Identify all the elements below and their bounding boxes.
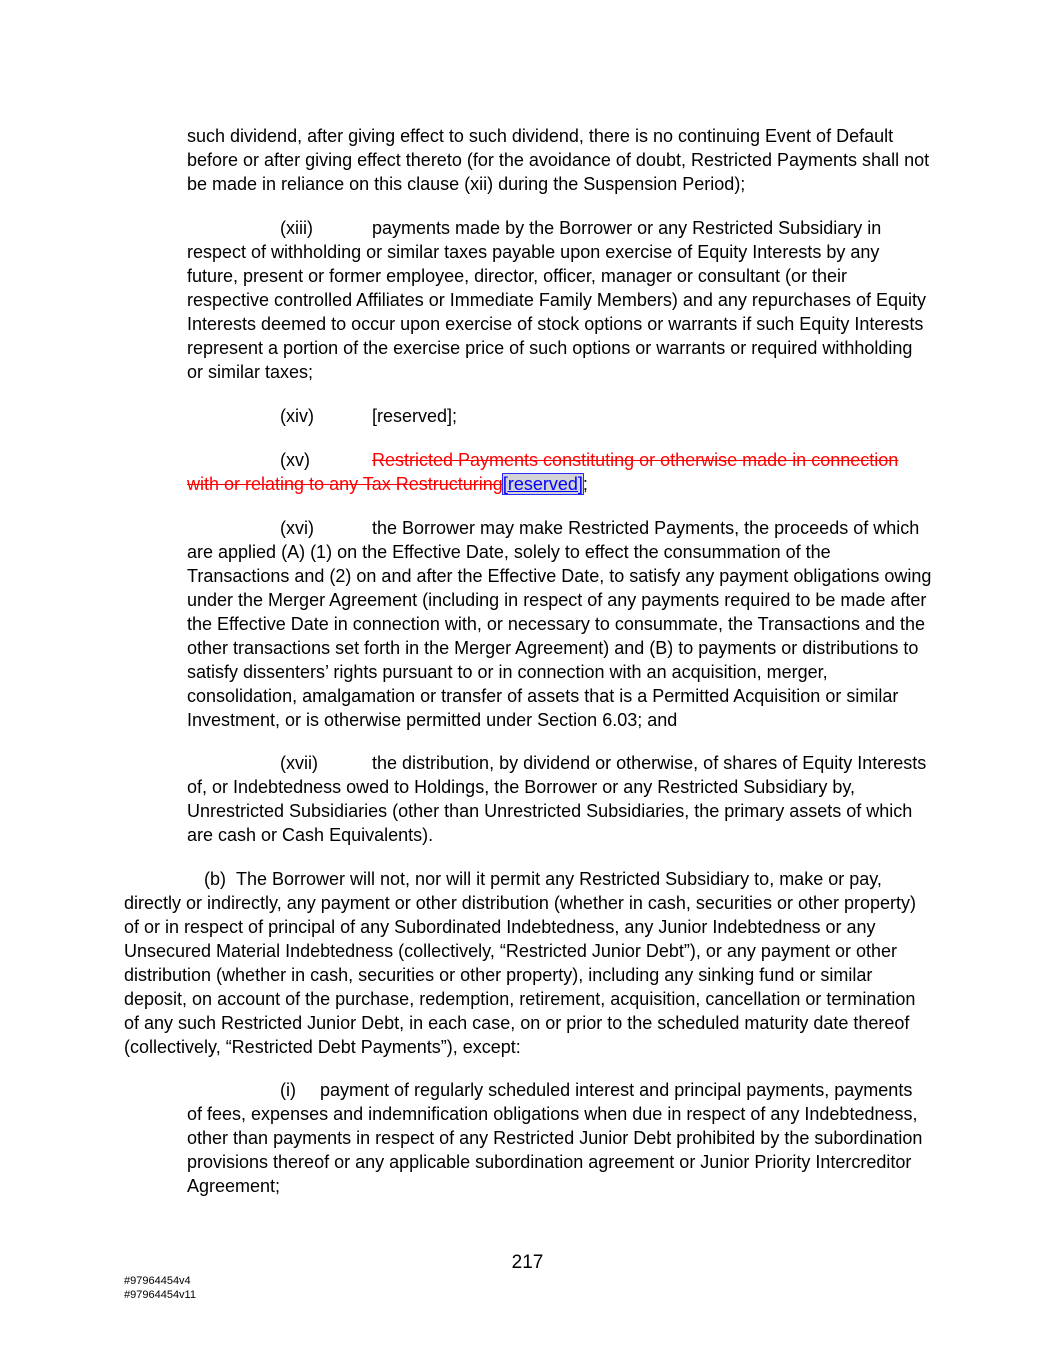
clause-i [187,1078,932,1198]
paragraph-continuation: such dividend, after giving effect to such dividend, there is no continuing Event of Default before or after giving effect thereto (for the avoidance of doubt, Restricted Payments shall not be made in reliance on this clause (xii) during the Suspension Period); [187,126,930,194]
footer-doc-id: #97964454v4 [124,1275,191,1287]
clause-text: the distribution, by dividend or otherwise, of shares of Equity Interests of, or Indebtedness owed to Holdings, the Borrower or any Restricted Subsidiary by, Unrestricted Subsidiaries (other than Unrestricted Subsidiaries, the primary assets of which are cash or Cash Equivalents). [187,753,927,845]
clause-xiii [187,216,932,384]
clause-text: payment of regularly scheduled interest and principal payments, payments of fees, expenses and indemnification obligations when due in respect of any Indebtedness, other than payments in respect of any Restricted Junior Debt prohibited by the subordination provisions thereof or any applicable subordination agreement or Junior Priority Intercreditor Agreement; [187,1080,923,1196]
clause-number: (b) [204,869,226,889]
page-number: 217 [511,1252,544,1273]
clause-number: (i) [280,1080,296,1100]
clause-text: the Borrower may make Restricted Payments, the proceeds of which are applied (A) (1) on the Effective Date, solely to effect the consummation of the Transactions and (2) on and after the Effective Date, to satisfy any payment obligations owing under the Merger Agreement (including in respect of any payments required to be made after the Effective Date in connection with, or necessary to consummate, the Transactions and the other transactions set forth in the Merger Agreement) and (B) to payments or distributions to satisfy dissenters’ rights pursuant to or in connection with an acquisition, merger, consolidation, amalgamation or transfer of assets that is a Permitted Acquisition or similar Investment, or is otherwise permitted under Section 6.03; and [187,518,932,730]
clause-b [124,867,934,1059]
footer-doc-id-2: #97964454v11 [124,1289,196,1301]
clause-xvi [187,516,932,732]
clause-xv: (xv) Restricted Payments constituting or otherwise made in connection with or relating to any Tax Restructuring[reserved]; [187,450,899,494]
clause-xiv [187,404,932,428]
deleted-text: Restricted Payments constituting or otherwise made in connection with or relating to any Tax Restructuring [187,450,899,494]
clause-number: (xiii) [280,218,313,238]
clause-text: The Borrower will not, nor will it permit any Restricted Subsidiary to, make or pay, directly or indirectly, any payment or other distribution (whether in cash, securities or other property) of or in respect of principal of any Subordinated Indebtedness, any Junior Indebtedness or any Unsecured Material Indebtedness (collectively, “Restricted Junior Debt”), or any payment or other distribution (whether in cash, securities or other property), including any sinking fund or similar deposit, on account of the purchase, redemption, retirement, acquisition, cancellation or termination of any such Restricted Junior Debt, in each case, on or prior to the scheduled maturity date thereof (collectively, “Restricted Debt Payments”), except: [124,869,917,1057]
clause-text: payments made by the Borrower or any Restricted Subsidiary in respect of withholding or similar taxes payable upon exercise of Equity Interests by any future, present or former employee, director, officer, manager or consultant (or their respective controlled Affiliates or Immediate Family Members) and any repurchases of Equity Interests deemed to occur upon exercise of stock options or warrants if such Equity Interests represent a portion of the exercise price of such options or warrants or required withholding or similar taxes; [187,218,926,382]
clause-xvii [187,751,932,847]
clause-number: (xiv) [280,406,314,426]
clause-number: (xvii) [280,753,318,773]
clause-number: (xvi) [280,518,314,538]
clause-text: [reserved]; [372,406,458,426]
inserted-text: [reserved] [502,474,583,494]
clause-number: (xv) [280,450,310,470]
